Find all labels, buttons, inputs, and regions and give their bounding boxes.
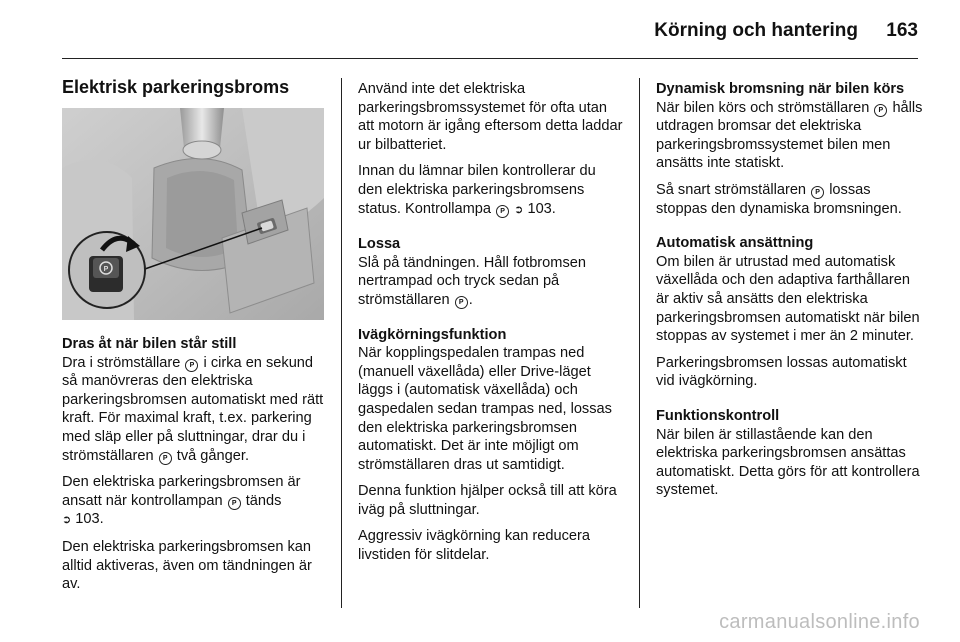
paragraph <box>62 473 332 530</box>
cross-reference-icon: ➲ <box>514 203 524 216</box>
heading-drive-away: Ivägkörningsfunktion <box>358 326 507 343</box>
column-divider-left <box>341 78 342 608</box>
paragraph <box>358 162 624 219</box>
text: lossas stoppas den dynamiska bromsningen. <box>656 181 902 217</box>
paragraph: Parkeringsbromsen lossas automatiskt vid ivägkörning. <box>656 354 907 390</box>
column-divider-right <box>639 78 640 608</box>
text: . <box>468 291 473 308</box>
paragraph: Om bilen är utrustad med automatisk växellåda och den adaptiva farthållaren är aktiv så ansätts den elektriska parkeringsbromsen automatiskt när bilen stoppas av systemet i mer än 2 minuter. <box>656 253 920 345</box>
column-1 <box>62 335 332 602</box>
heading-dynamic-braking: Dynamisk bromsning när bilen körs <box>656 81 905 97</box>
paragraph <box>62 354 332 466</box>
text: När bilen körs och strömställaren <box>656 99 870 116</box>
text: två gånger. <box>176 447 249 464</box>
column-2 <box>358 80 624 573</box>
parking-brake-icon: P <box>159 452 172 465</box>
parking-brake-icon: P <box>874 104 887 117</box>
text: Slå på tändningen. Håll fotbromsen nertrampad och tryck sedan på strömställaren <box>358 254 586 308</box>
parking-brake-icon: P <box>185 359 198 372</box>
heading-function-check: Funktionskontroll <box>656 407 780 424</box>
page-reference: 103. <box>527 200 556 217</box>
page-header-title: Körning och hantering <box>654 20 858 41</box>
svg-text:P: P <box>103 266 109 273</box>
paragraph: Använd inte det elektriska parkeringsbromssystemet för ofta utan att motorn är igång eftersom detta laddar ur bilbatteriet. <box>358 81 623 153</box>
paragraph <box>358 254 624 310</box>
paragraph: När bilen är stillastående kan den elektriska parkeringsbromsen ansättas automatiskt. Detta görs för att kontrollera systemet. <box>656 426 920 499</box>
paragraph: När kopplingspedalen trampas ned (manuell växellåda) eller Drive-läget läggs i (automatisk växellåda) och gaspedalen sedan trampas ned, lossas den elektriska parkeringsbromsen automatiskt. Det är inte möjligt om strömställaren dras ut samtidigt. <box>358 345 612 473</box>
text: Så snart strömställaren <box>656 181 807 198</box>
text: tänds <box>245 492 282 509</box>
page-number: 163 <box>886 20 918 41</box>
header-rule <box>62 58 918 59</box>
text: Den elektriska parkeringsbromsen är ansatt när kontrollampan <box>62 474 301 509</box>
text: hålls utdragen bromsar det elektriska parkeringsbromssystemet bilen men ansätts inte statiskt. <box>656 99 923 172</box>
text: i cirka en sekund så manövreras den elektriska parkeringsbromsen automatiskt med rätt kraft. För maximal kraft, t.ex. parkering med släp eller på sluttningar, drar du i strömställaren <box>62 354 324 464</box>
watermark: carmanualsonline.info <box>719 611 920 633</box>
paragraph <box>656 99 924 173</box>
paragraph: Aggressiv ivägkörning kan reducera livstiden för slitdelar. <box>358 528 591 564</box>
section-title: Elektrisk parkeringsbroms <box>62 77 290 97</box>
parking-brake-illustration <box>62 108 324 320</box>
paragraph: Denna funktion hjälper också till att köra iväg på sluttningar. <box>358 483 617 518</box>
page-reference: 103. <box>75 511 104 528</box>
heading-release: Lossa <box>358 236 401 253</box>
paragraph <box>656 181 924 218</box>
cross-reference-icon: ➲ <box>62 514 72 527</box>
text: Dra i strömställare <box>62 354 181 371</box>
parking-brake-icon: P <box>496 205 509 218</box>
parking-brake-icon: P <box>811 186 824 199</box>
heading-apply-stationary: Dras åt när bilen står still <box>62 336 237 352</box>
heading-automatic-apply: Automatisk ansättning <box>656 235 814 252</box>
text: Innan du lämnar bilen kontrollerar du den elektriska parkeringsbromsens status. Kontrollampa <box>358 163 596 217</box>
parking-brake-icon: P <box>455 296 468 309</box>
paragraph: Den elektriska parkeringsbromsen kan alltid aktiveras, även om tändningen är av. <box>62 538 312 593</box>
column-3 <box>656 80 924 508</box>
parking-brake-icon: P <box>228 497 241 510</box>
